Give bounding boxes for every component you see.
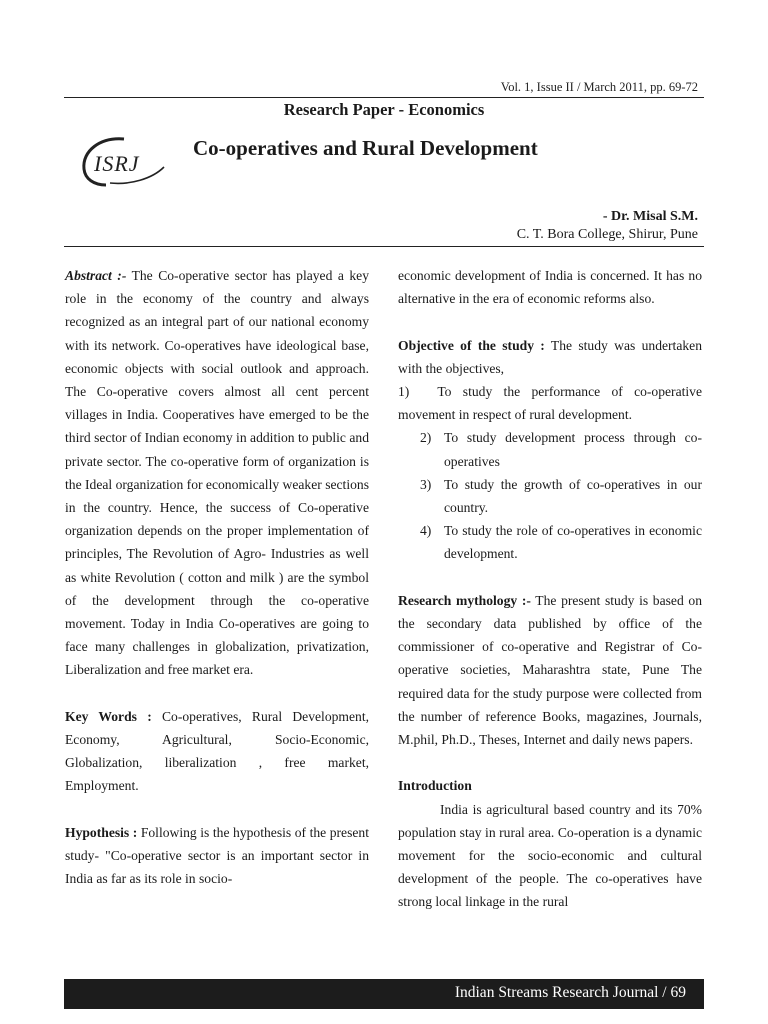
paper-title: Co-operatives and Rural Development — [193, 136, 538, 160]
method-label: Research mythology :- — [398, 592, 531, 608]
top-rule — [64, 97, 704, 98]
objective-text: To study the role of co-operatives in economic development. — [444, 523, 702, 562]
objective-num: 2) — [420, 430, 432, 446]
list-item — [398, 519, 702, 565]
left-column — [65, 264, 369, 890]
right-column — [398, 264, 702, 914]
author-affiliation: C. T. Bora College, Shirur, Pune — [516, 227, 698, 242]
objective-num: 1) — [398, 384, 410, 399]
hypothesis-label: Hypothesis : — [65, 824, 138, 840]
keywords-text: Co-operatives, Rural Development, Economy, Agricultural, Socio-Economic, Globalization, liberalization , free market, Employment. — [65, 708, 369, 794]
objective-text: To study the growth of co-operatives in our country. — [444, 476, 702, 516]
abstract-paragraph — [65, 264, 369, 682]
objective-label: Objective of the study : — [398, 337, 545, 353]
method-paragraph — [398, 589, 702, 751]
list-item — [398, 473, 702, 519]
objective-text: To study development process through co-operatives — [444, 430, 702, 469]
intro-paragraph: India is agricultural based country and its 70% population stay in rural area. Co-operation is a dynamic movement for the socio-economic and cultural development of the people. The co-operatives have strong local linkage in the rural — [398, 801, 702, 910]
objective-text: To study the performance of co-operative movement in respect of rural development. — [398, 384, 702, 423]
objective-text: The study was undertaken with the objectives, — [398, 337, 702, 376]
objective-num: 3) — [420, 476, 432, 492]
keywords-paragraph — [65, 705, 369, 798]
hypothesis-text: Following is the hypothesis of the present study- "Co-operative sector is an important sector in India as far as its role in socio- — [65, 824, 369, 887]
objective-num: 4) — [420, 523, 432, 539]
objective-list — [398, 426, 702, 565]
author-name: - Dr. Misal S.M. — [602, 209, 698, 224]
keywords-label: Key Words : — [65, 708, 152, 724]
footer-journal: Indian Streams Research Journal / 69 — [454, 984, 686, 1001]
hypothesis-paragraph — [65, 821, 369, 891]
section-label: Research Paper - Economics — [283, 100, 485, 119]
logo-text: ISRJ — [94, 151, 140, 176]
continuation-paragraph: economic development of India is concerned. It has no alternative in the era of economic reforms also. — [398, 268, 702, 307]
objective-item-1 — [398, 380, 702, 426]
abstract-text: The Co-operative sector has played a key role in the economy of the country and always recognized as an integral part of our national economy with its network. Co-operatives have ideological base, economic objects with social outlook and approach. The Co-operative covers almost all cent percent villages in India. Cooperatives have emerged to be the third sector of Indian economy in addition to public and private sector. The co-operative form of organization is the Ideal organization for economically weaker sections in the country. Hence, the success of Co-operative organization depends on the proper implementation of principles, The Revolution of Agro- Industries as well as white Revolution ( cotton and milk ) are the symbol of the development through the co-operative movement. Today in India Co-operatives are going to face many challenges in globalization, privatization, Liberalization and free market era. — [65, 268, 369, 678]
isrj-logo — [80, 133, 170, 193]
objective-paragraph — [398, 334, 702, 380]
abstract-label: Abstract :- — [65, 268, 127, 283]
header-rule — [64, 246, 704, 247]
intro-heading: Introduction — [398, 778, 472, 794]
footer-bar — [64, 979, 704, 1009]
method-text: The present study is based on the secondary data published by office of the commissioner of co-operative and Registrar of Co-operative societies, Maharashtra state, Pune The required data for the study purpose were collected from the number of reference Books, magazines, Journals, M.phil, Ph.D., Theses, Internet and daily news papers. — [398, 592, 702, 748]
volume-info: Vol. 1, Issue II / March 2011, pp. 69-72 — [500, 80, 698, 94]
list-item — [398, 426, 702, 472]
